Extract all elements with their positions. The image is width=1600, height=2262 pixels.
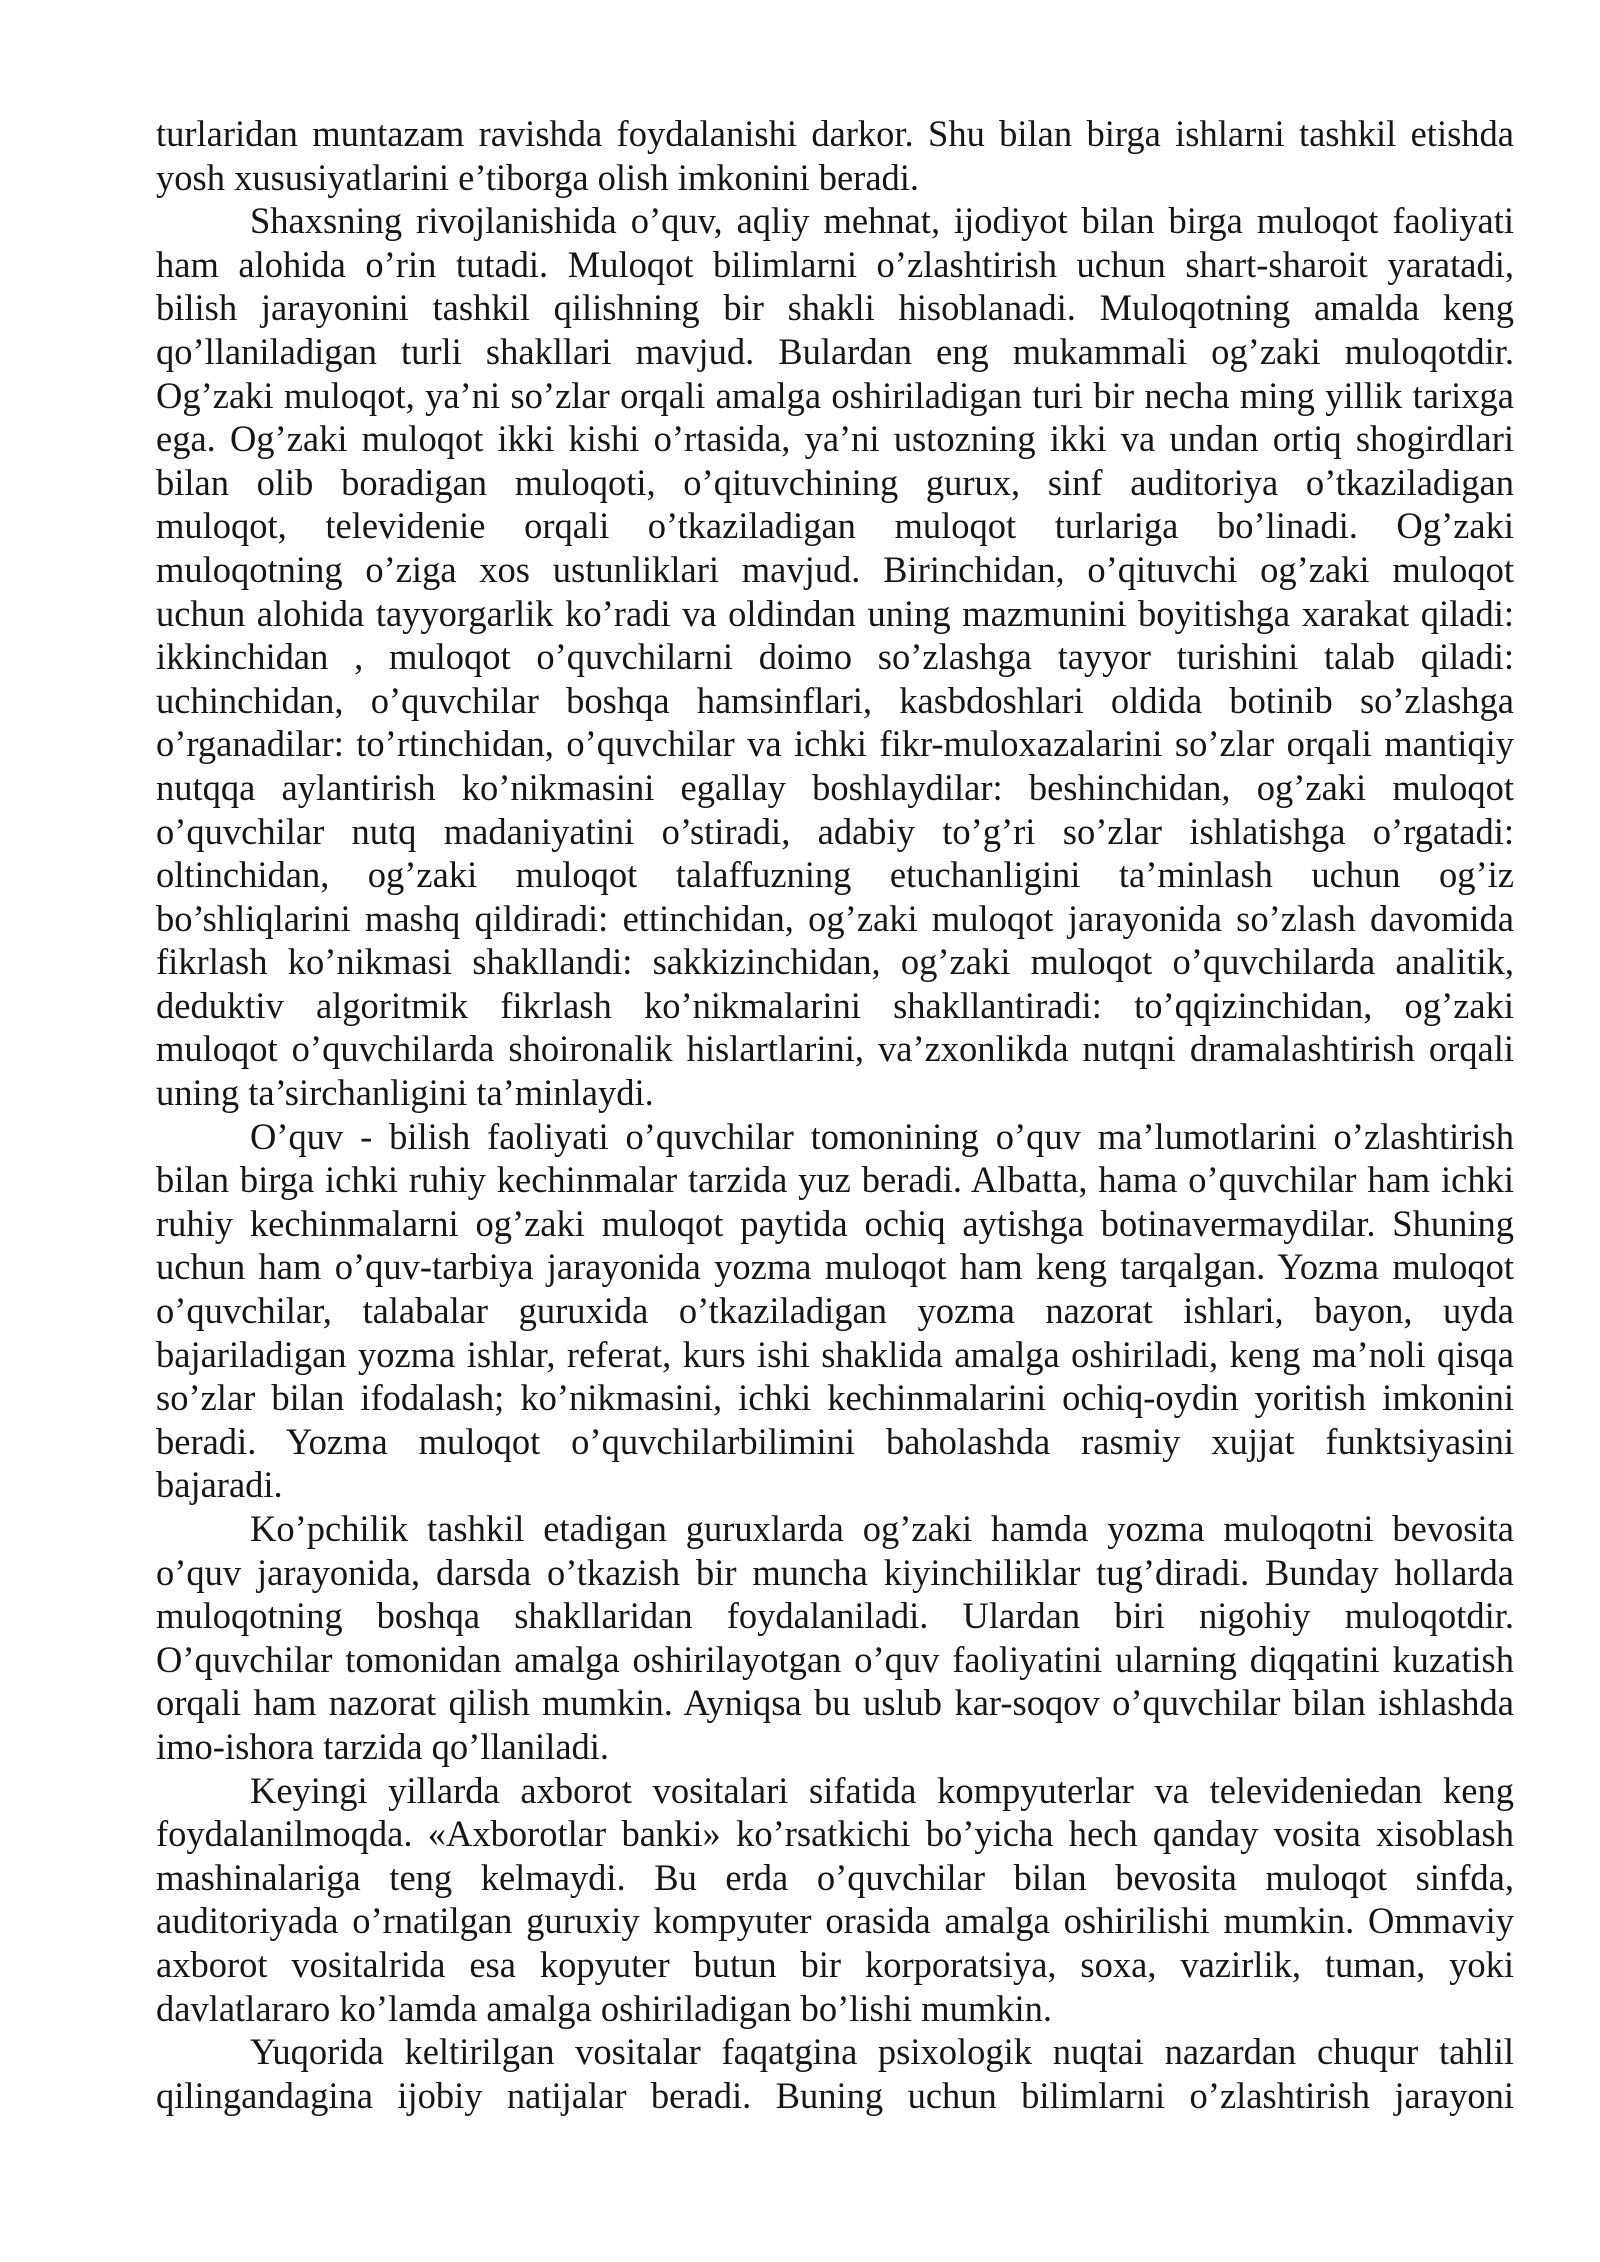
text-line: bajariladigan yozma ishlar, referat, kurs ishi shaklida amalga oshiriladi, keng ma’noli qisqa <box>156 1333 1514 1375</box>
text-line: o’quvchilar, talabalar guruxida o’tkaziladigan yozma nazorat ishlari, bayon, uyda <box>156 1290 1514 1332</box>
text-line: foydalanilmoqda. «Axborotlar banki» ko’rsatkichi bo’yicha hech qanday vosita xisoblash <box>156 1813 1514 1855</box>
text-line: bilan birga ichki ruhiy kechinmalar tarzida yuz beradi. Albatta, hama o’quvchilar ham ichki <box>156 1159 1514 1201</box>
text-line: orqali ham nazorat qilish mumkin. Ayniqsa bu uslub kar-soqov o’quvchilar bilan ishlashda <box>156 1682 1514 1724</box>
paragraph <box>156 112 1514 199</box>
text-line: bajaradi. <box>156 1464 283 1506</box>
text-line: O’quv - bilish faoliyati o’quvchilar tomonining o’quv ma’lumotlarini o’zlashtirish <box>250 1115 1514 1157</box>
text-line: qo’llaniladigan turli shakllari mavjud. Bulardan eng mukammali og’zaki muloqotdir. <box>156 330 1514 372</box>
text-line: deduktiv algoritmik fikrlash ko’nikmalarini shakllantiradi: to’qqizinchidan, og’zaki <box>156 984 1514 1026</box>
text-line: ikkinchidan , muloqot o’quvchilarni doimo so’zlashga tayyor turishini talab qiladi: <box>156 636 1514 678</box>
text-line: muloqotning boshqa shakllaridan foydalaniladi. Ulardan biri nigohiy muloqotdir. <box>156 1595 1514 1637</box>
text-line: nutqqa aylantirish ko’nikmasini egallay boshlaydilar: beshinchidan, og’zaki muloqot <box>156 766 1514 808</box>
text-line: uchinchidan, o’quvchilar boshqa hamsinflari, kasbdoshlari oldida botinib so’zlashga <box>156 679 1514 721</box>
text-line: muloqotning o’ziga xos ustunliklari mavjud. Birinchidan, o’qituvchi og’zaki muloqot <box>156 548 1514 590</box>
text-line: Ko’pchilik tashkil etadigan guruxlarda og’zaki hamda yozma muloqotni bevosita <box>250 1508 1514 1549</box>
text-line: ega. Og’zaki muloqot ikki kishi o’rtasida, ya’ni ustozning ikki va undan ortiq shogirdlari <box>156 418 1514 460</box>
text-line: bilish jarayonini tashkil qilishning bir shakli hisoblanadi. Muloqotning amalda keng <box>156 287 1514 329</box>
text-line: mashinalariga teng kelmaydi. Bu erda o’quvchilar bilan bevosita muloqot sinfda, <box>156 1856 1514 1898</box>
text-line: ruhiy kechinmalarni og’zaki muloqot paytida ochiq aytishga botinavermaydilar. Shuning <box>156 1202 1514 1244</box>
paragraph <box>156 1507 1514 1769</box>
text-line: oltinchidan, og’zaki muloqot talaffuzning etuchanligini ta’minlash uchun og’iz <box>156 854 1514 896</box>
text-line: Keyingi yillarda axborot vositalari sifatida kompyuterlar va televideniedan keng <box>250 1769 1514 1811</box>
text-line: so’zlar bilan ifodalash; ko’nikmasini, ichki kechinmalarini ochiq-oydin yoritish imkonini <box>156 1377 1514 1419</box>
text-line: beradi. Yozma muloqot o’quvchilarbilimini baholashda rasmiy xujjat funktsiyasini <box>156 1420 1514 1462</box>
paragraph <box>156 1769 1514 2031</box>
text-line: qilingandagina ijobiy natijalar beradi. Buning uchun bilimlarni o’zlashtirish jarayoni <box>156 2074 1514 2116</box>
text-line: imo-ishora tarzida qo’llaniladi. <box>156 1725 610 1767</box>
text-line: davlatlararo ko’lamda amalga oshiriladigan bo’lishi mumkin. <box>156 1987 1053 2029</box>
text-line: muloqot o’quvchilarda shoironalik hislartlarini, va’zxonlikda nutqni dramalashtirish orqali <box>156 1028 1514 1070</box>
text-line: turlaridan muntazam ravishda foydalanishi darkor. Shu bilan birga ishlarni tashkil etishda <box>156 113 1514 154</box>
text-line: muloqot, televidenie orqali o’tkaziladigan muloqot turlariga bo’linadi. Og’zaki <box>156 505 1514 547</box>
text-line: bo’shliqlarini mashq qildiradi: ettinchidan, og’zaki muloqot jarayonida so’zlash davomida <box>156 897 1514 939</box>
text-line: uchun ham o’quv-tarbiya jarayonida yozma muloqot ham keng tarqalgan. Yozma muloqot <box>156 1246 1514 1288</box>
text-line: o’quv jarayonida, darsda o’tkazish bir muncha kiyinchiliklar tug’diradi. Bunday hollarda <box>156 1551 1514 1593</box>
text-line: Shaxsning rivojlanishida o’quv, aqliy mehnat, ijodiyot bilan birga muloqot faoliyati <box>250 200 1514 242</box>
paragraph <box>156 199 1514 1114</box>
text-line: Og’zaki muloqot, ya’ni so’zlar orqali amalga oshiriladigan turi bir necha ming yillik tarixga <box>156 374 1514 416</box>
text-line: uning ta’sirchanligini ta’minlaydi. <box>156 1072 654 1114</box>
text-line: axborot vositalrida esa kopyuter butun bir korporatsiya, soxa, vazirlik, tuman, yoki <box>156 1943 1514 1985</box>
text-line: o’rganadilar: to’rtinchidan, o’quvchilar va ichki fikr-muloxazalarini so’zlar orqali mantiqiy <box>156 723 1514 765</box>
text-line: fikrlash ko’nikmasi shakllandi: sakkizinchidan, og’zaki muloqot o’quvchilarda analitik, <box>156 941 1514 983</box>
text-line: bilan olib boradigan muloqoti, o’qituvchining gurux, sinf auditoriya o’tkaziladigan <box>156 461 1514 503</box>
paragraph <box>156 1115 1514 1507</box>
text-line: o’quvchilar nutq madaniyatini o’stiradi, adabiy to’g’ri so’zlar ishlatishga o’rgatadi: <box>156 810 1514 852</box>
text-line: O’quvchilar tomonidan amalga oshirilayotgan o’quv faoliyatini ularning diqqatini kuzatish <box>156 1638 1514 1680</box>
text-line: Yuqorida keltirilgan vositalar faqatgina psixologik nuqtai nazardan chuqur tahlil <box>250 2031 1514 2073</box>
paragraph <box>156 2030 1514 2117</box>
body-text <box>156 112 1514 2117</box>
text-line: uchun alohida tayyorgarlik ko’radi va oldindan uning mazmunini boyitishga xarakat qiladi: <box>156 592 1514 634</box>
text-line: auditoriyada o’rnatilgan guruxiy kompyuter orasida amalga oshirilishi mumkin. Ommaviy <box>156 1900 1514 1942</box>
text-line: ham alohida o’rin tutadi. Muloqot bilimlarni o’zlashtirish uchun shart-sharoit yaratadi, <box>156 243 1514 285</box>
text-line: yosh xususiyatlarini e’tiborga olish imkonini beradi. <box>156 156 920 198</box>
